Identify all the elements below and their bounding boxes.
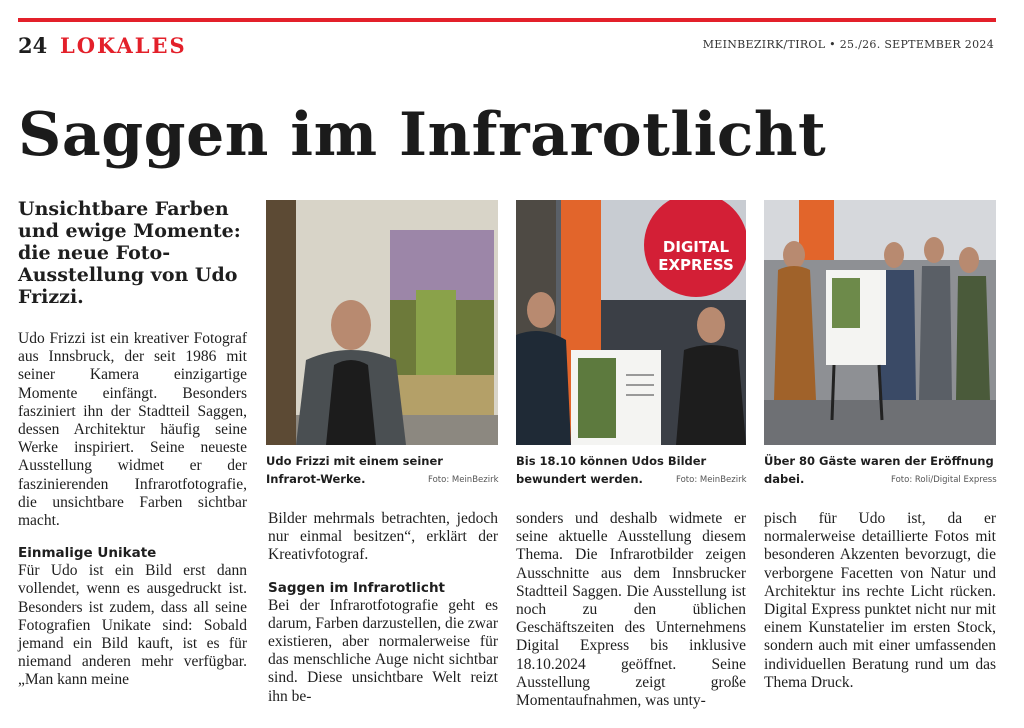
dateline: MEINBEZIRK/TIROL • 25./26. SEPTEMBER 2024 [702, 38, 994, 51]
article-column-1 [18, 330, 247, 690]
body-paragraph: sonders und deshalb widmete er seine aktuelle Ausstellung diesem Thema. Die Infrarotbilder zeigen Ausschnitte aus dem Innsbrucker Stadtteil Saggen. Die Ausstellung ist noch zu den üblichen Geschäftszeiten des Unternehmens Digital Express bis inklusive 18.10.2024 geöffnet. Seine Ausstellung zeigt große Momentaufnahmen, was unty- [516, 510, 746, 710]
header-rule [18, 18, 996, 22]
section-heading-unikate: Einmalige Unikate [18, 545, 157, 562]
page-number: 24 [18, 33, 48, 58]
photo-caption-3: Über 80 Gäste waren der Eröffnung dabei. [764, 454, 994, 486]
photo-opening-guests [764, 200, 996, 445]
body-paragraph: Für Udo ist ein Bild erst dann vollendet, wenn es ausgedruckt ist. Besonders ist zudem, dass all seine Fotografien Unikate sind: Sobald jemand ein Bild kauft, ist es für niemand anderen mehr verfügbar. „Man kann meine [18, 562, 247, 689]
photo-credit-2: Foto: MeinBezirk [676, 475, 747, 485]
sign-text-2: EXPRESS [658, 256, 734, 274]
article-column-3 [516, 510, 746, 710]
article-column-2 [268, 510, 498, 706]
section-label: LOKALES [60, 33, 187, 58]
photo-caption-1: Udo Frizzi mit einem seiner Infrarot-Werke. [266, 454, 443, 486]
photo-artist-with-work [266, 200, 498, 445]
body-paragraph: Bilder mehrmals betrachten, jedoch nur einmal besitzen“, erklärt der Kreativfotograf. [268, 510, 498, 564]
section-heading-infrarot: Saggen im Infrarotlicht [268, 579, 446, 596]
photo-credit-1: Foto: MeinBezirk [428, 475, 499, 485]
body-paragraph: Bei der Infrarotfotografie geht es darum, Farben darzustellen, die zwar existieren, aber normalerweise für das menschliche Auge nicht sichtbar sind. Diese unsichtbare Welt reizt ihn be- [268, 596, 498, 705]
sign-text-1: DIGITAL [662, 238, 730, 256]
headline: Saggen im Infrarotlicht [18, 100, 827, 170]
intro-paragraph: Udo Frizzi ist ein kreativer Fotograf aus Innsbruck, der seit 1986 mit seiner Kamera einzigartige Momente einfängt. Besonders fasziniert ihn der Stadtteil Saggen, dessen Architektur häufig seine Werke inspiriert. Seine neueste Ausstellung widmet er der faszinierenden Infrarotfotografie, die unsichtbare Farben sichtbar macht. [18, 330, 247, 530]
photo-caption-2: Bis 18.10 können Udos Bilder bewundert werden. [516, 454, 707, 486]
body-paragraph: pisch für Udo ist, da er normalerweise detaillierte Fotos mit besonderen Akzenten bevorzugt, die verborgene Facetten von Natur und Architektur ins rechte Licht rücken. Digital Express punktet nicht nur mit einem Kunstatelier im ersten Stock, sondern auch mit einer umfassenden individuellen Beratung rund um das Thema Druck. [764, 510, 996, 691]
subheadline: Unsichtbare Farben und ewige Momente: die neue Foto-Ausstellung von Udo Frizzi. [18, 198, 241, 308]
photo-credit-3: Foto: Roli/Digital Express [891, 475, 997, 485]
photo-digital-express [516, 200, 746, 445]
article-column-4 [764, 510, 996, 692]
